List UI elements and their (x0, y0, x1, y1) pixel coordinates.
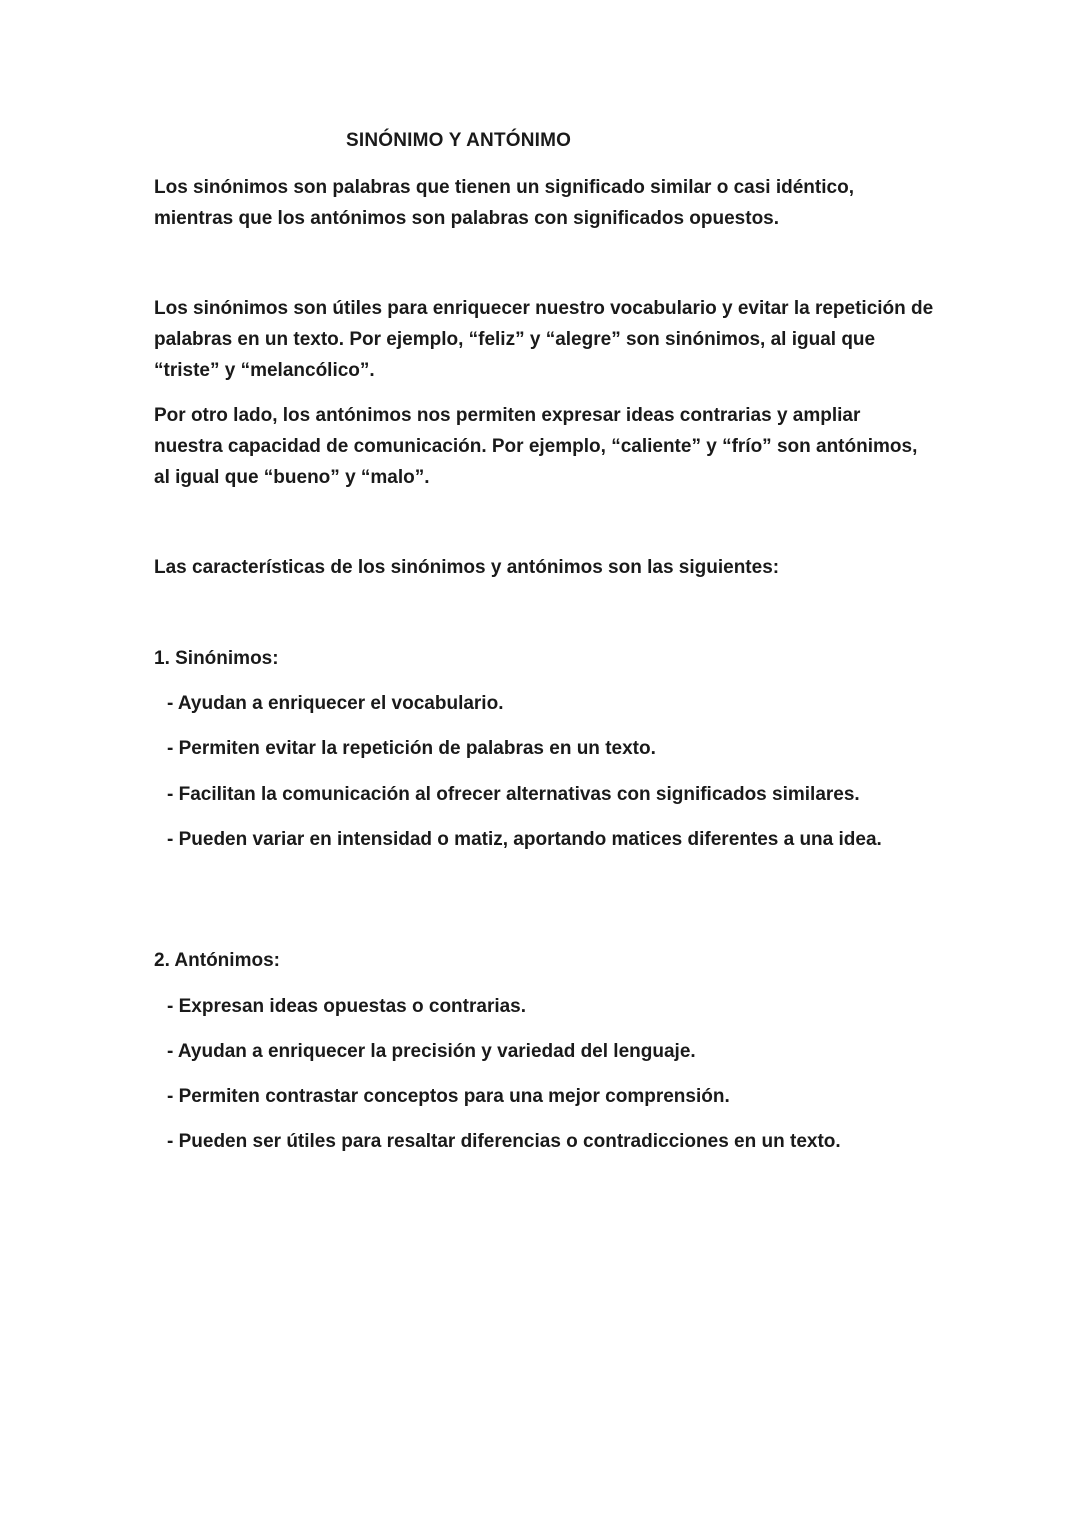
list-item: - Facilitan la comunicación al ofrecer alternativas con significados similares. (167, 784, 860, 805)
characteristics-intro: Las características de los sinónimos y antónimos son las siguientes: (154, 557, 780, 578)
intro-paragraph: Los sinónimos son palabras que tienen un significado similar o casi idéntico, mientras que los antónimos son palabras con significados opuestos. (154, 177, 854, 229)
synonyms-paragraph: Los sinónimos son útiles para enriquecer nuestro vocabulario y evitar la repetición de palabras en un texto. Por ejemplo, “feliz” y “alegre” son sinónimos, al igual que “triste” y “melancólico”. (154, 298, 934, 381)
list-item: - Pueden ser útiles para resaltar diferencias o contradicciones en un texto. (167, 1131, 841, 1152)
antonyms-paragraph: Por otro lado, los antónimos nos permiten expresar ideas contrarias y ampliar nuestra capacidad de comunicación. Por ejemplo, “caliente” y “frío” son antónimos, al igual que “bueno” y “malo”. (154, 405, 918, 488)
document-title: SINÓNIMO Y ANTÓNIMO (346, 130, 572, 151)
list-item: - Ayudan a enriquecer el vocabulario. (167, 693, 504, 714)
list-item: - Expresan ideas opuestas o contrarias. (167, 996, 527, 1017)
antonyms-heading: 2. Antónimos: (154, 950, 280, 971)
synonyms-heading: 1. Sinónimos: (154, 648, 279, 669)
list-item: - Permiten evitar la repetición de palabras en un texto. (167, 738, 656, 759)
list-item: - Permiten contrastar conceptos para una mejor comprensión. (167, 1086, 730, 1107)
list-item: - Ayudan a enriquecer la precisión y variedad del lenguaje. (167, 1041, 696, 1062)
list-item: - Pueden variar en intensidad o matiz, aportando matices diferentes a una idea. (167, 829, 882, 850)
